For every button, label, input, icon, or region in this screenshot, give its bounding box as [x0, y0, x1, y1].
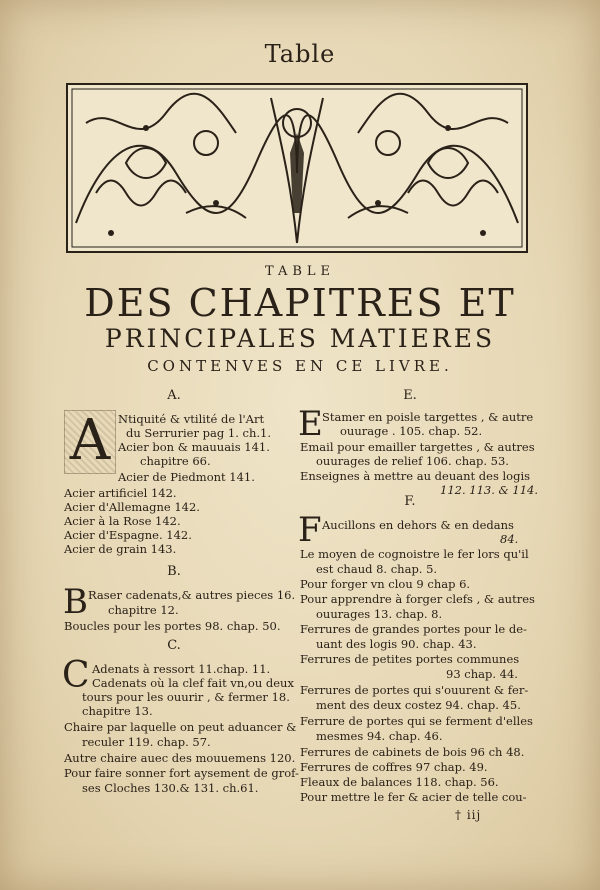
section-letter-b: B. [167, 564, 181, 579]
list-item: Stamer en poisle targettes , & autre [322, 410, 534, 424]
section-letter-f: F. [404, 494, 416, 509]
list-item: Chaire par laquelle on peut aduancer & [64, 720, 297, 734]
list-item: Pour apprendre à forger clefs , & autres [300, 592, 535, 606]
list-item: Ferrures de grandes portes pour le de- [300, 622, 527, 636]
section-letter-a: A. [167, 388, 181, 403]
list-item: Ntiquité & vtilité de l'Art [118, 412, 265, 426]
list-item: ouurage . 105. chap. 52. [340, 424, 483, 438]
list-item: chapitre 12. [108, 603, 179, 617]
title-line-3: PRINCIPALES MATIERES [104, 324, 496, 353]
dropcap-a: A [64, 410, 116, 474]
list-item: Pour faire sonner fort aysement de grof- [64, 766, 299, 780]
list-item: ouurages de relief 106. chap. 53. [316, 454, 509, 468]
title-line-4: CONTENVES EN CE LIVRE. [147, 357, 453, 375]
list-item: du Serrurier pag 1. ch.1. [126, 426, 271, 440]
list-item: Ferrures de cabinets de bois 96 ch 48. [300, 745, 525, 759]
section-letter-c: C. [167, 638, 181, 653]
bigletter-b: B [63, 582, 88, 622]
list-item: Fleaux de balances 118. chap. 56. [300, 775, 499, 789]
list-item: Boucles pour les portes 98. chap. 50. [64, 619, 281, 633]
bigletter-c: C [62, 655, 90, 696]
list-item: Ferrures de petites portes communes [300, 652, 520, 666]
list-item: tours pour les ouurir , & fermer 18. [82, 690, 290, 704]
title-line-1: TABLE [264, 264, 336, 279]
signature-mark: † iij [455, 808, 482, 822]
list-item: Enseignes à mettre au deuant des logis [300, 469, 531, 483]
list-item: Email pour emailler targettes , & autres [300, 440, 535, 454]
bigletter-e: E [298, 404, 323, 444]
list-item: est chaud 8. chap. 5. [316, 562, 438, 576]
list-item: ses Cloches 130.& 131. ch.61. [82, 781, 259, 795]
list-item: ouurages 13. chap. 8. [316, 607, 443, 621]
list-item: uant des logis 90. chap. 43. [316, 637, 477, 651]
list-item: Acier d'Allemagne 142. [64, 500, 200, 514]
list-item: Ferrures de portes qui s'ouurent & fer- [300, 683, 529, 697]
list-item: Ferrures de coffres 97 chap. 49. [300, 760, 488, 774]
section-letter-e: E. [403, 388, 417, 403]
woodcut-headpiece [66, 83, 528, 253]
list-item: Acier de grain 143. [64, 542, 177, 556]
list-item: Acier d'Espagne. 142. [64, 528, 192, 542]
list-item: Ferrure de portes qui se ferment d'elles [300, 714, 533, 728]
list-item: Aucillons en dehors & en dedans [322, 518, 514, 532]
list-item: Raser cadenats,& autres pieces 16. [88, 588, 296, 602]
list-item: chapitre 13. [82, 704, 153, 718]
list-item: chapitre 66. [140, 454, 211, 468]
list-item: 93 chap. 44. [446, 667, 518, 681]
title-line-2: DES CHAPITRES ET [84, 281, 516, 325]
list-item: reculer 119. chap. 57. [82, 735, 211, 749]
list-item: Le moyen de cognoistre le fer lors qu'il [300, 547, 529, 561]
bigletter-f: F [298, 510, 322, 550]
list-item: Cadenats où la clef fait vn,ou deux [92, 676, 294, 690]
list-item: Adenats à ressort 11.chap. 11. [92, 662, 271, 676]
list-item: Pour forger vn clou 9 chap 6. [300, 577, 471, 591]
list-item: Acier bon & mauuais 141. [118, 440, 270, 454]
list-item: Acier de Piedmont 141. [118, 470, 255, 484]
list-item: Acier à la Rose 142. [64, 514, 181, 528]
list-item: Autre chaire auec des mouuemens 120. [64, 751, 296, 765]
list-item: ment des deux costez 94. chap. 45. [316, 698, 521, 712]
list-item: Acier artificiel 142. [64, 486, 177, 500]
running-head: Table [264, 40, 336, 68]
list-item: 84. [500, 532, 519, 546]
list-item: 112. 113. & 114. [440, 483, 539, 497]
list-item: mesmes 94. chap. 46. [316, 729, 443, 743]
list-item: Pour mettre le fer & acier de telle cou- [300, 790, 527, 804]
